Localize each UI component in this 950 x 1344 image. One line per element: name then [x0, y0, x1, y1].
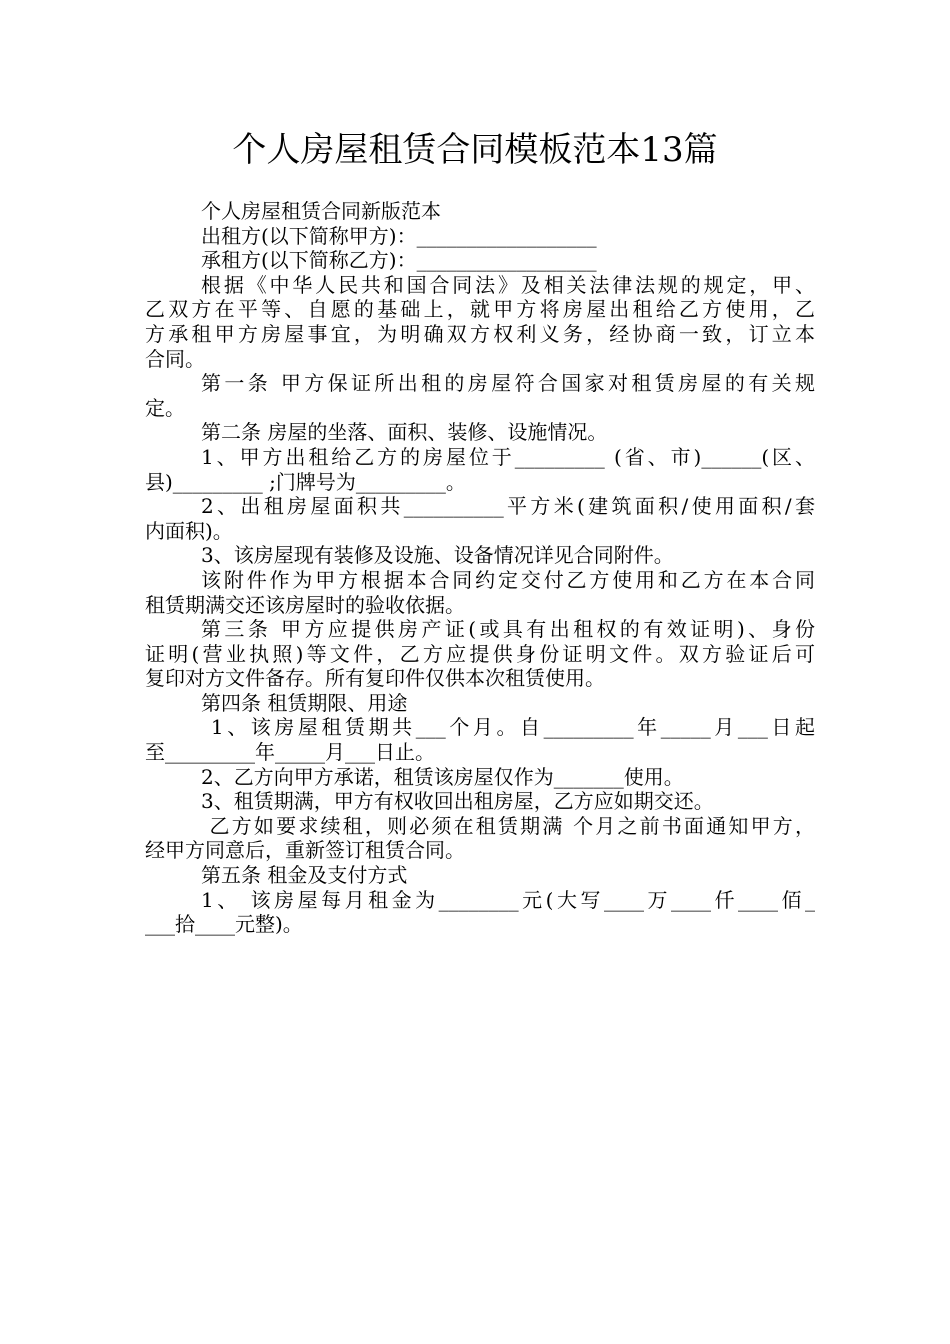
text-line: 第五条 租金及支付方式	[201, 863, 408, 888]
text-line: 县)_________ ;门牌号为_________。	[145, 469, 466, 494]
text-line: 至_________年_____月___日止。	[145, 740, 435, 765]
text-line: 1、 该房屋每月租金为________元(大写____万____仟____佰_	[201, 887, 815, 912]
text-line: 根据《中华人民共和国合同法》及相关法律法规的规定，甲、	[201, 272, 815, 297]
text-line: 1、甲方出租给乙方的房屋位于_________ (省、市)______(区、	[201, 444, 815, 469]
text-line: 该附件作为甲方根据本合同约定交付乙方使用和乙方在本合同	[201, 567, 815, 592]
text-line: 乙双方在平等、自愿的基础上，就甲方将房屋出租给乙方使用，乙	[145, 297, 815, 322]
text-line: 方承租甲方房屋事宜，为明确双方权利义务，经协商一致，订立本	[145, 321, 815, 346]
text-line: 2、出租房屋面积共__________平方米(建筑面积/使用面积/套	[201, 494, 815, 519]
text-line: 第二条 房屋的坐落、面积、装修、设施情况。	[201, 420, 608, 445]
text-line: 3、该房屋现有装修及设施、设备情况详见合同附件。	[201, 543, 674, 568]
text-line: 1、该房屋租赁期共___个月。自_________年_____月___日起	[201, 715, 815, 740]
text-line: 经甲方同意后，重新签订租赁合同。	[145, 838, 465, 863]
text-line: 第一条 甲方保证所出租的房屋符合国家对租赁房屋的有关规	[201, 371, 815, 396]
document-title: 个人房屋租赁合同模板范本13篇	[232, 130, 718, 170]
text-line: 内面积)。	[145, 518, 233, 543]
text-line: 定。	[145, 395, 185, 420]
text-line: 合同。	[145, 346, 205, 371]
text-line: 乙方如要求续租，则必须在租赁期满 个月之前书面通知甲方，	[201, 813, 815, 838]
text-line: 证明(营业执照)等文件，乙方应提供身份证明文件。双方验证后可	[145, 641, 815, 666]
text-line: 个人房屋租赁合同新版范本	[201, 199, 441, 223]
document-body	[145, 199, 815, 937]
text-line: 出租方(以下简称甲方)：__________________	[201, 223, 597, 248]
text-line: ___拾____元整)。	[145, 912, 303, 937]
text-line: 承租方(以下简称乙方)：__________________	[201, 248, 597, 273]
text-line: 第三条 甲方应提供房产证(或具有出租权的有效证明)、身份	[201, 617, 815, 642]
text-line: 3、租赁期满，甲方有权收回出租房屋，乙方应如期交还。	[201, 789, 714, 814]
text-line: 第四条 租赁期限、用途	[201, 690, 408, 715]
text-line: 2、乙方向甲方承诺，租赁该房屋仅作为_______使用。	[201, 764, 684, 789]
text-line: 复印对方文件备存。所有复印件仅供本次租赁使用。	[145, 666, 605, 691]
text-line: 租赁期满交还该房屋时的验收依据。	[145, 592, 465, 617]
